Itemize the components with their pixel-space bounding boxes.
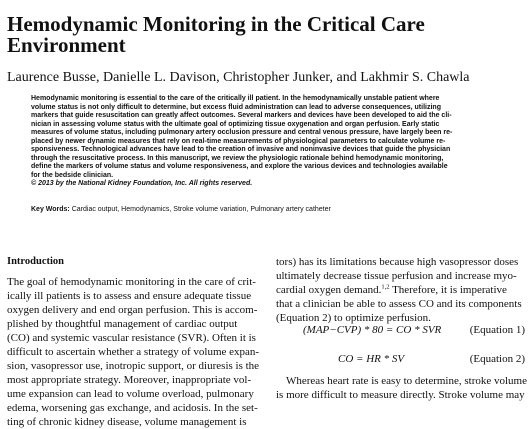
body-line: ting of chronic kidney disease, volume management is <box>7 416 247 428</box>
body-line: plished by thoughtful management of cardiac output <box>7 318 238 330</box>
abstract-line: Hemodynamic monitoring is essential to the care of the critically ill patient. In the hemodynamically unstable patient where <box>31 95 440 102</box>
body-text: Therefore, it is imperative <box>389 284 507 296</box>
equation-2 <box>276 352 525 366</box>
body-line: ume expansion can lead to volume overload, pulmonary <box>7 388 254 400</box>
body-line-with-citation <box>276 284 525 297</box>
abstract-line: sponsiveness. Technological advances have lead to the creation of invasive and noninvasive devices that guide the physician <box>31 146 451 154</box>
equation-formula: (MAP−CVP) * 80 = CO * SVR <box>303 324 442 336</box>
abstract-line: nician in assessing volume status with the ultimate goal of optimizing tissue oxygenation and organ perfusion. Early static <box>31 120 440 128</box>
body-line: most appropriate strategy. Moreover, inappropriate vol- <box>7 374 252 386</box>
body-line: ically ill patients is to assess and ensure adequate tissue <box>7 290 252 302</box>
body-line: tors) has its limitations because high vasopressor doses <box>276 256 519 268</box>
abstract-line: define the markers of volume status and volume responsiveness, and explore the various devices and technologies available <box>31 163 448 171</box>
abstract-line: volume status is not only difficult to determine, but excess fluid administration can lead to adverse consequences, utilizing <box>31 103 441 111</box>
title-line-1: Hemodynamic Monitoring in the Critical Care <box>7 12 425 36</box>
abstract-line: markers that guide resuscitation can greatly affect outcomes. Several markers and devices have been developed to aid the cli- <box>31 112 452 120</box>
body-line: The goal of hemodynamic monitoring in the care of crit- <box>7 276 256 288</box>
body-line: oxygen delivery and end organ perfusion. This is accom- <box>7 304 258 316</box>
abstract <box>31 95 509 189</box>
keywords <box>31 205 509 214</box>
copyright-notice: © 2013 by the National Kidney Foundation, Inc. All rights reserved. <box>31 180 253 188</box>
body-line: is more difficult to measure directly. Stroke volume may <box>276 389 525 401</box>
abstract-line: placed by newer dynamic measures that rely on real-time measurements of physiological parameters to calculate volume re- <box>31 137 446 145</box>
abstract-line: measures of volume status, including pulmonary artery occlusion pressure and central venous pressure, have largely been re- <box>31 129 453 137</box>
title-line-2: Environment <box>7 33 126 57</box>
body-line: that a clinician be able to assess CO and its components <box>276 298 522 310</box>
body-line: (Equation 2) to optimize perfusion. <box>276 312 431 324</box>
equation-1 <box>276 323 525 337</box>
author-list: Laurence Busse, Danielle L. Davison, Christopher Junker, and Lakhmir S. Chawla <box>7 70 470 85</box>
equation-label: (Equation 2) <box>469 353 525 365</box>
body-line: ultimately decrease tissue perfusion and increase myo- <box>276 270 517 282</box>
abstract-line: for the bedside clinician. <box>31 171 114 179</box>
equation-label: (Equation 1) <box>469 324 525 336</box>
body-text: cardial oxygen demand. <box>276 284 382 296</box>
body-line: sion, vasopressor use, inotropic support, or diuresis is the <box>7 360 260 372</box>
abstract-line: through the resuscitative process. In this manuscript, we review the physiologic rationale behind hemodynamic monitoring, <box>31 154 444 162</box>
body-line: Whereas heart rate is easy to determine, stroke volume <box>286 375 527 387</box>
equation-formula: CO = HR * SV <box>338 353 405 365</box>
body-line: difficult to ascertain whether a strategy of volume expan- <box>7 346 260 358</box>
keywords-list: Cardiac output, Hemodynamics, Stroke volume variation, Pulmonary artery catheter <box>71 206 331 213</box>
keywords-label: Key Words: <box>31 206 70 213</box>
article-title <box>7 14 522 56</box>
section-heading-introduction: Introduction <box>7 256 64 267</box>
citation-ref: 1,2 <box>381 283 390 291</box>
body-line: edema, worsening gas exchange, and acidosis. In the set- <box>7 402 258 414</box>
body-line: (CO) and systemic vascular resistance (SVR). Often it is <box>7 332 256 344</box>
